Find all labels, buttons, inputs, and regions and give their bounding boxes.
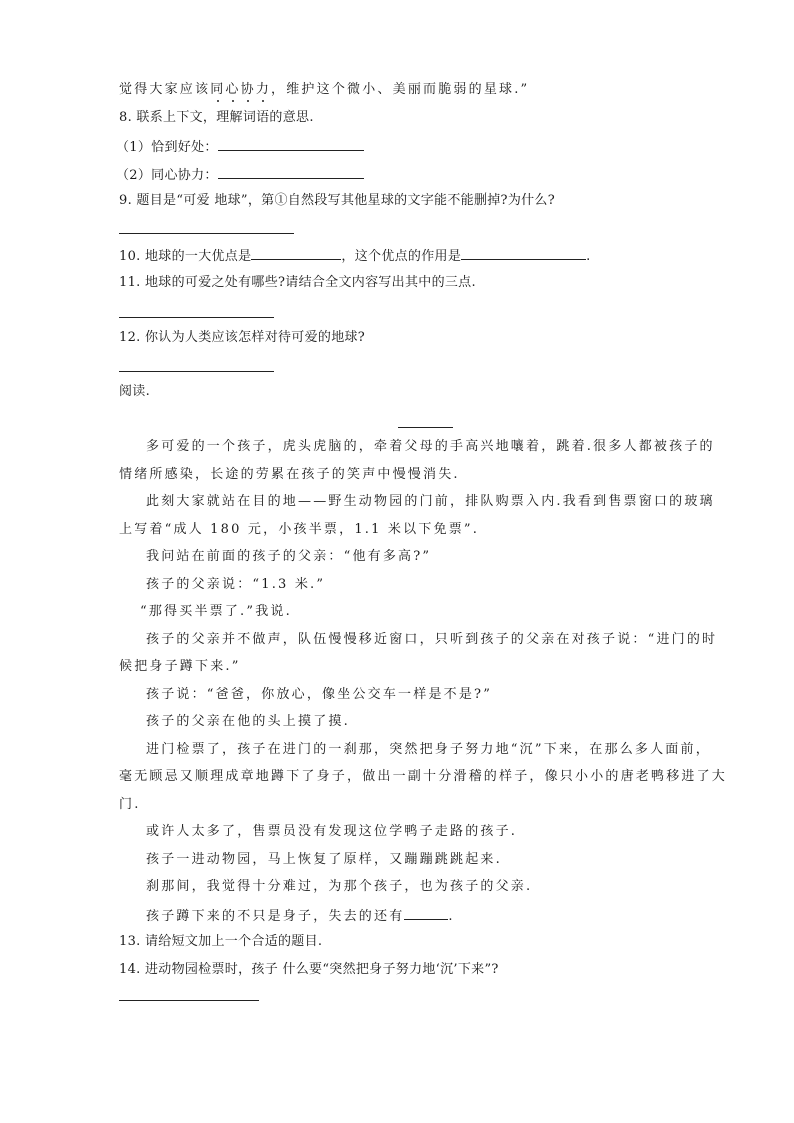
text-segment: 觉得大家应该 xyxy=(119,82,211,97)
passage-line: 上写着“成人 180 元，小孩半票，1.1 米以下免票”. xyxy=(119,522,480,537)
answer-blank[interactable] xyxy=(218,164,364,179)
question-12-stem: 12. 你认为人类应该怎样对待可爱的地球? xyxy=(119,330,366,345)
answer-line-q11[interactable] xyxy=(119,317,274,318)
passage-line: 孩子的父亲并不做声，队伍慢慢移近窗口，只听到孩子的父亲在对孩子说：“进门的时 xyxy=(146,632,718,647)
question-14-stem: 14. 进动物园检票时，孩子 什么要“突然把身子努力地‘沉’下来”? xyxy=(119,962,499,977)
question-8-item-1 xyxy=(116,136,364,158)
passage-line: 孩子的父亲说：“1.3 米.” xyxy=(146,577,326,592)
passage-line: 孩子的父亲在他的头上摸了摸. xyxy=(146,714,350,729)
passage-title-blank[interactable] xyxy=(398,427,453,428)
passage-line xyxy=(146,905,455,927)
passage-line: 或许人太多了，售票员没有发现这位学鸭子走路的孩子. xyxy=(146,824,518,839)
answer-blank[interactable] xyxy=(251,245,341,260)
reading-label: 阅读. xyxy=(119,384,151,399)
text-segment: ，这个优点的作用是 xyxy=(341,249,462,264)
passage-line: 多可爱的一个孩子，虎头虎脑的，牵着父母的手高兴地嚷着，跳着.很多人都被孩子的 xyxy=(146,439,715,454)
question-13-stem: 13. 请给短文加上一个合适的题目. xyxy=(119,934,323,949)
text-segment: 孩子蹲下来的不只是身子，失去的还有 xyxy=(146,909,405,924)
passage-line: 进门检票了，孩子在进门的一刹那，突然把身子努力地“沉”下来，在那么多人面前， xyxy=(146,742,711,757)
answer-line-q9[interactable] xyxy=(119,233,294,234)
text-segment: . xyxy=(448,909,455,924)
item-label: （2）同心协力： xyxy=(116,168,218,183)
passage-line: 孩子一进动物园，马上恢复了原样，又蹦蹦跳跳起来. xyxy=(146,852,502,867)
answer-line-q14[interactable] xyxy=(119,1000,259,1001)
passage-line: 毫无顾忌又顺理成章地蹲下了身子，做出一副十分滑稽的样子，像只小小的唐老鸭移进了大 xyxy=(119,769,728,784)
passage-line: 门. xyxy=(119,797,141,812)
text-segment: . xyxy=(586,249,591,264)
emphasized-char: 力 xyxy=(255,82,272,97)
question-9-stem: 9. 题目是“可爱 地球”，第①自然段写其他星球的文字能不能删掉?为什么? xyxy=(119,193,555,208)
text-segment: ，维护这个微小、美丽而脆弱的星球.” xyxy=(271,82,530,97)
question-8-item-2 xyxy=(116,164,364,186)
answer-blank[interactable] xyxy=(218,136,364,151)
emphasized-char: 协 xyxy=(240,82,256,97)
text-segment: 10. 地球的一大优点是 xyxy=(119,249,252,264)
answer-line-q12[interactable] xyxy=(119,371,274,372)
answer-blank[interactable] xyxy=(461,245,586,260)
passage-continuation-line xyxy=(119,80,529,100)
item-label: （1）恰到好处： xyxy=(116,140,218,155)
emphasized-char: 心 xyxy=(225,82,241,97)
passage-line: 刹那间，我觉得十分难过，为那个孩子，也为孩子的父亲. xyxy=(146,879,533,894)
question-11-stem: 11. 地球的可爱之处有哪些?请结合全文内容写出其中的三点. xyxy=(119,275,476,290)
passage-line: 情绪所感染，长途的劳累在孩子的笑声中慢慢消失. xyxy=(119,467,460,482)
question-10 xyxy=(119,245,591,267)
passage-line: 候把身子蹲下来.” xyxy=(119,659,241,674)
question-8-stem: 8. 联系上下文，理解词语的意思. xyxy=(119,110,314,125)
passage-line: 我问站在前面的孩子的父亲：“他有多高?” xyxy=(146,549,432,564)
emphasized-char: 同 xyxy=(210,82,226,97)
passage-line: 此刻大家就站在目的地——野生动物园的门前，排队购票入内.我看到售票窗口的玻璃 xyxy=(146,494,715,509)
passage-line: “那得买半票了.”我说. xyxy=(140,604,292,619)
answer-blank[interactable] xyxy=(404,905,448,920)
passage-line: 孩子说：“爸爸，你放心，像坐公交车一样是不是?” xyxy=(146,687,493,702)
